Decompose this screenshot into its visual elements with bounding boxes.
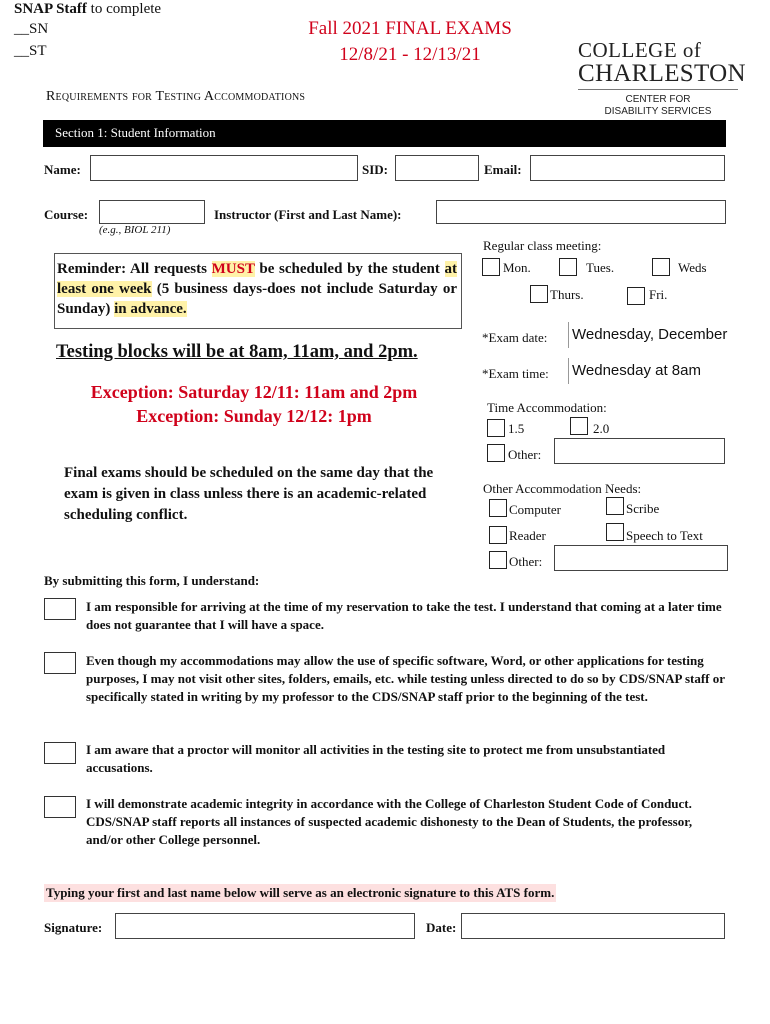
statement-4-checkbox[interactable]	[44, 796, 76, 818]
reader-checkbox[interactable]	[489, 526, 507, 544]
page-heading: Requirements for Testing Accommodations	[46, 89, 306, 104]
sid-field[interactable]	[395, 155, 479, 181]
staff-option-st: __ST	[14, 43, 47, 59]
computer-label: Computer	[509, 502, 561, 517]
sid-label: SID:	[362, 162, 389, 177]
scribe-label: Scribe	[626, 501, 660, 516]
course-field[interactable]	[99, 200, 205, 224]
fri-label: Fri.	[649, 287, 668, 302]
exception-saturday: Exception: Saturday 12/11: 11am and 2pm	[90, 382, 418, 402]
reminder-box	[54, 253, 462, 329]
weds-label: Weds	[678, 260, 707, 275]
time-1-5-label: 1.5	[508, 421, 525, 436]
mon-label: Mon.	[503, 260, 531, 275]
needs-other-label: Other:	[509, 554, 543, 569]
reminder-text	[55, 254, 461, 319]
staff-word: SNAP Staff	[14, 1, 87, 17]
understand-heading: By submitting this form, I understand:	[44, 573, 260, 588]
reminder-advance: in advance.	[114, 301, 187, 317]
tues-label: Tues.	[586, 260, 615, 275]
reminder-part3: (5 business days-does not include Saturday or Sunday)	[57, 281, 457, 317]
signature-label: Signature:	[44, 920, 103, 935]
reader-label: Reader	[509, 528, 546, 543]
staff-note	[14, 1, 161, 18]
exam-date-value: Wednesday, December	[572, 326, 728, 343]
statement-3-checkbox[interactable]	[44, 742, 76, 764]
time-1-5-checkbox[interactable]	[487, 419, 505, 437]
exam-time-field[interactable]	[568, 358, 729, 384]
mon-checkbox[interactable]	[482, 258, 500, 276]
exam-date-label: *Exam date:	[482, 330, 548, 345]
time-2-0-label: 2.0	[593, 421, 610, 436]
needs-other-checkbox[interactable]	[489, 551, 507, 569]
time-accommodation-label: Time Accommodation:	[487, 400, 607, 415]
statement-1: I am responsible for arriving at the time of my reservation to take the test. I understand that coming at a later time does not guarantee that I will have a space.	[86, 599, 722, 632]
date-field[interactable]	[461, 913, 725, 939]
computer-checkbox[interactable]	[489, 499, 507, 517]
reminder-part2: be scheduled by the student	[254, 261, 445, 277]
exams-title: Fall 2021 FINAL EXAMS	[308, 18, 512, 39]
scribe-checkbox[interactable]	[606, 497, 624, 515]
course-example: (e.g., BIOL 211)	[99, 224, 171, 236]
instructor-label: Instructor (First and Last Name):	[214, 207, 402, 222]
needs-other-field[interactable]	[554, 545, 728, 571]
staff-option-sn: __SN	[14, 21, 49, 37]
other-needs-label: Other Accommodation Needs:	[483, 481, 642, 496]
exception-sunday: Exception: Sunday 12/12: 1pm	[136, 406, 372, 426]
reminder-week: at least one week	[57, 261, 457, 297]
name-label: Name:	[44, 162, 81, 177]
email-field[interactable]	[530, 155, 725, 181]
meeting-label: Regular class meeting:	[483, 238, 602, 253]
statement-2-checkbox[interactable]	[44, 652, 76, 674]
statement-4: I will demonstrate academic integrity in accordance with the College of Charleston Student Code of Conduct. CDS/SNAP staff reports all instances of suspected academic dishonesty to the Dean of Students, the professor, and/or other College personnel.	[86, 796, 693, 847]
section1-title: Section 1: Student Information	[55, 125, 216, 140]
exams-dates: 12/8/21 - 12/13/21	[339, 44, 481, 65]
email-label: Email:	[484, 162, 522, 177]
thurs-checkbox[interactable]	[530, 285, 548, 303]
section1-bar	[43, 120, 726, 147]
instructor-field[interactable]	[436, 200, 726, 224]
logo-line1: COLLEGE of	[578, 38, 702, 62]
weds-checkbox[interactable]	[652, 258, 670, 276]
statement-2: Even though my accommodations may allow the use of specific software, Word, or other applications for testing purposes, I may not visit other sites, folders, emails, etc. while testing unless directed to do so by CDS/SNAP staff or specifically stated in writing by my professor to the CDS/SNAP staff prior to the beginning of the test.	[86, 653, 725, 704]
logo-dept1: CENTER FOR	[625, 94, 691, 105]
logo-line2: CHARLESTON	[578, 60, 746, 87]
course-label: Course:	[44, 207, 89, 222]
logo-divider	[578, 89, 738, 90]
reminder-must: MUST	[211, 261, 255, 277]
tues-checkbox[interactable]	[559, 258, 577, 276]
thurs-label: Thurs.	[550, 287, 584, 302]
time-other-checkbox[interactable]	[487, 444, 505, 462]
signature-field[interactable]	[115, 913, 415, 939]
fri-checkbox[interactable]	[627, 287, 645, 305]
testing-blocks: Testing blocks will be at 8am, 11am, and 2pm.	[56, 342, 418, 362]
college-logo	[578, 38, 746, 118]
staff-to-complete: to complete	[86, 1, 162, 17]
time-other-field[interactable]	[554, 438, 725, 464]
reminder-part1: Reminder: All requests	[57, 261, 212, 277]
date-label: Date:	[426, 920, 457, 935]
statement-1-checkbox[interactable]	[44, 598, 76, 620]
name-field[interactable]	[90, 155, 358, 181]
exam-date-field[interactable]	[568, 322, 729, 348]
final-exam-note: Final exams should be scheduled on the same day that the exam is given in class unless there is an academic-related scheduling conflict.	[64, 465, 434, 523]
logo-dept2: DISABILITY SERVICES	[604, 106, 712, 117]
statement-3: I am aware that a proctor will monitor all activities in the testing site to protect me from unsubstantiated accusations.	[86, 742, 666, 775]
exam-time-value: Wednesday at 8am	[572, 362, 701, 379]
time-other-label: Other:	[508, 447, 542, 462]
speech-to-text-label: Speech to Text	[626, 528, 703, 543]
signature-note: Typing your first and last name below will serve as an electronic signature to this ATS form.	[46, 885, 555, 900]
time-2-0-checkbox[interactable]	[570, 417, 588, 435]
exam-time-label: *Exam time:	[482, 366, 549, 381]
speech-to-text-checkbox[interactable]	[606, 523, 624, 541]
